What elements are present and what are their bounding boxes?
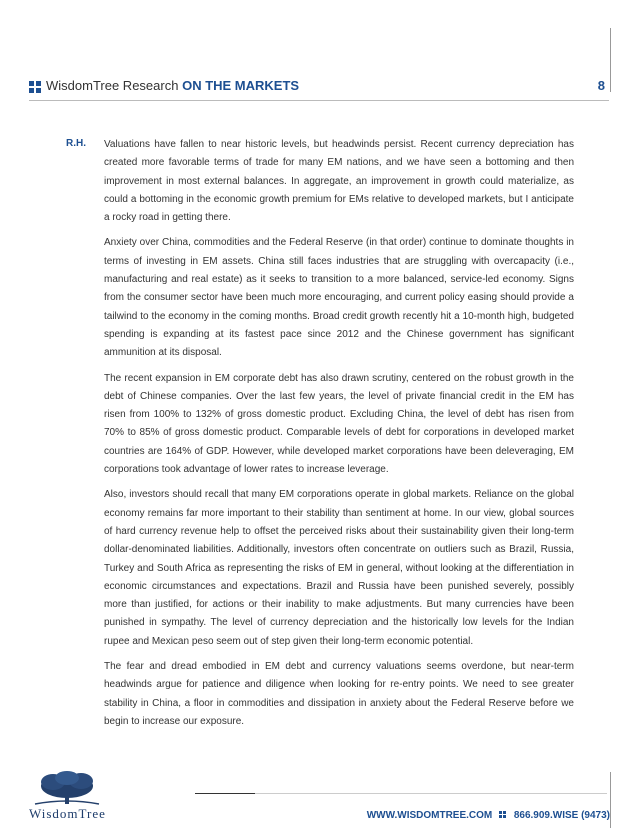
page-header: [29, 78, 605, 98]
phone-number: 866.909.WISE (9473): [513, 810, 610, 821]
header-brand: WisdomTree Research ON THE MARKETS: [46, 78, 300, 93]
paragraph: Valuations have fallen to near historic levels, but headwinds persist. Recent currency depreciation has created more favorable terms of trade for many EM nations, and we have seen a bottoming and then improvement in most external balances. In aggregate, an improvement in growth could materialize, as could a bottoming in the economic growth premium for EMs relative to developed markets, but I anticipate a rocky road in getting there.: [104, 139, 574, 224]
page-number: 8: [597, 78, 605, 93]
paragraph: Also, investors should recall that many EM corporations operate in global markets. Reliance on the global economy remains far more important to their stability than sentiment at home. In our view, global sources of hard currency revenue help to offset the perceived risks about their sustainability given their long-term dollar-denominated liabilities. Additionally, investors often concentrate on outliers such as Brazil, Russia, Turkey and South Africa as representing the risks of EM in general, without looking at the differentiation in economic circumstances and expectations. Brazil and Russia have been punished severely, possibly more than justified, for actions or their inability to make adjustments. But many currencies have been punished in sympathy. The level of currency depreciation and the historically low levels for the Indian rupee and Mexican peso seem out of step given their long-term economic potential.: [104, 489, 574, 647]
grid-squares-icon: [499, 811, 507, 819]
logo-wordmark: WisdomTree: [29, 806, 106, 821]
bottom-right-rule: [610, 772, 611, 828]
website-link[interactable]: WWW.WISDOMTREE.COM: [366, 810, 493, 821]
speaker-initials: R.H.: [66, 138, 86, 149]
article-body: [104, 136, 574, 738]
footer-divider: [255, 793, 607, 794]
header-section: ON THE MARKETS: [182, 78, 300, 93]
grid-squares-icon: [29, 81, 41, 93]
footer-contact: [367, 810, 610, 821]
paragraph: The recent expansion in EM corporate debt has also drawn scrutiny, centered on the robust growth in the debt of Chinese companies. Over the last few years, the level of private financial credit in the EM has risen from 100% to 132% of gross domestic product. Excluding China, the level of debt has risen from 70% to 85% of gross domestic product. Comparable levels of debt for corporations in developed market countries are 164% of GDP. However, while developed market corporations have been deleveraging, EM corporations took advantage of lower rates to increase leverage.: [104, 372, 574, 476]
paragraph: The fear and dread embodied in EM debt and currency valuations seems overdone, but near-term headwinds argue for patience and diligence when looking for re-entry points. We need to see greater stability in China, a floor in commodities and dissipation in anxiety about the Federal Reserve before we begin to increase our exposure.: [104, 661, 574, 727]
footer-divider-dark: [195, 793, 255, 794]
paragraph: Anxiety over China, commodities and the Federal Reserve (in that order) continue to dominate thoughts in terms of investing in EM assets. China still faces industries that are struggling with overcapacity (i.e., manufacturing and real estate) as it seeks to transition to a more balanced, service-led economy. Signs from the consumer sector have been much more encouraging, and current policy easing should provide a tailwind to the economy in the coming months. Broad credit growth recently hit a 10-month high, budgeted spending is expanding at its fastest pace since 2012 and the Chinese government has significant ammunition at its disposal.: [104, 237, 574, 359]
top-right-rule: [610, 28, 611, 92]
header-divider: [29, 100, 609, 101]
